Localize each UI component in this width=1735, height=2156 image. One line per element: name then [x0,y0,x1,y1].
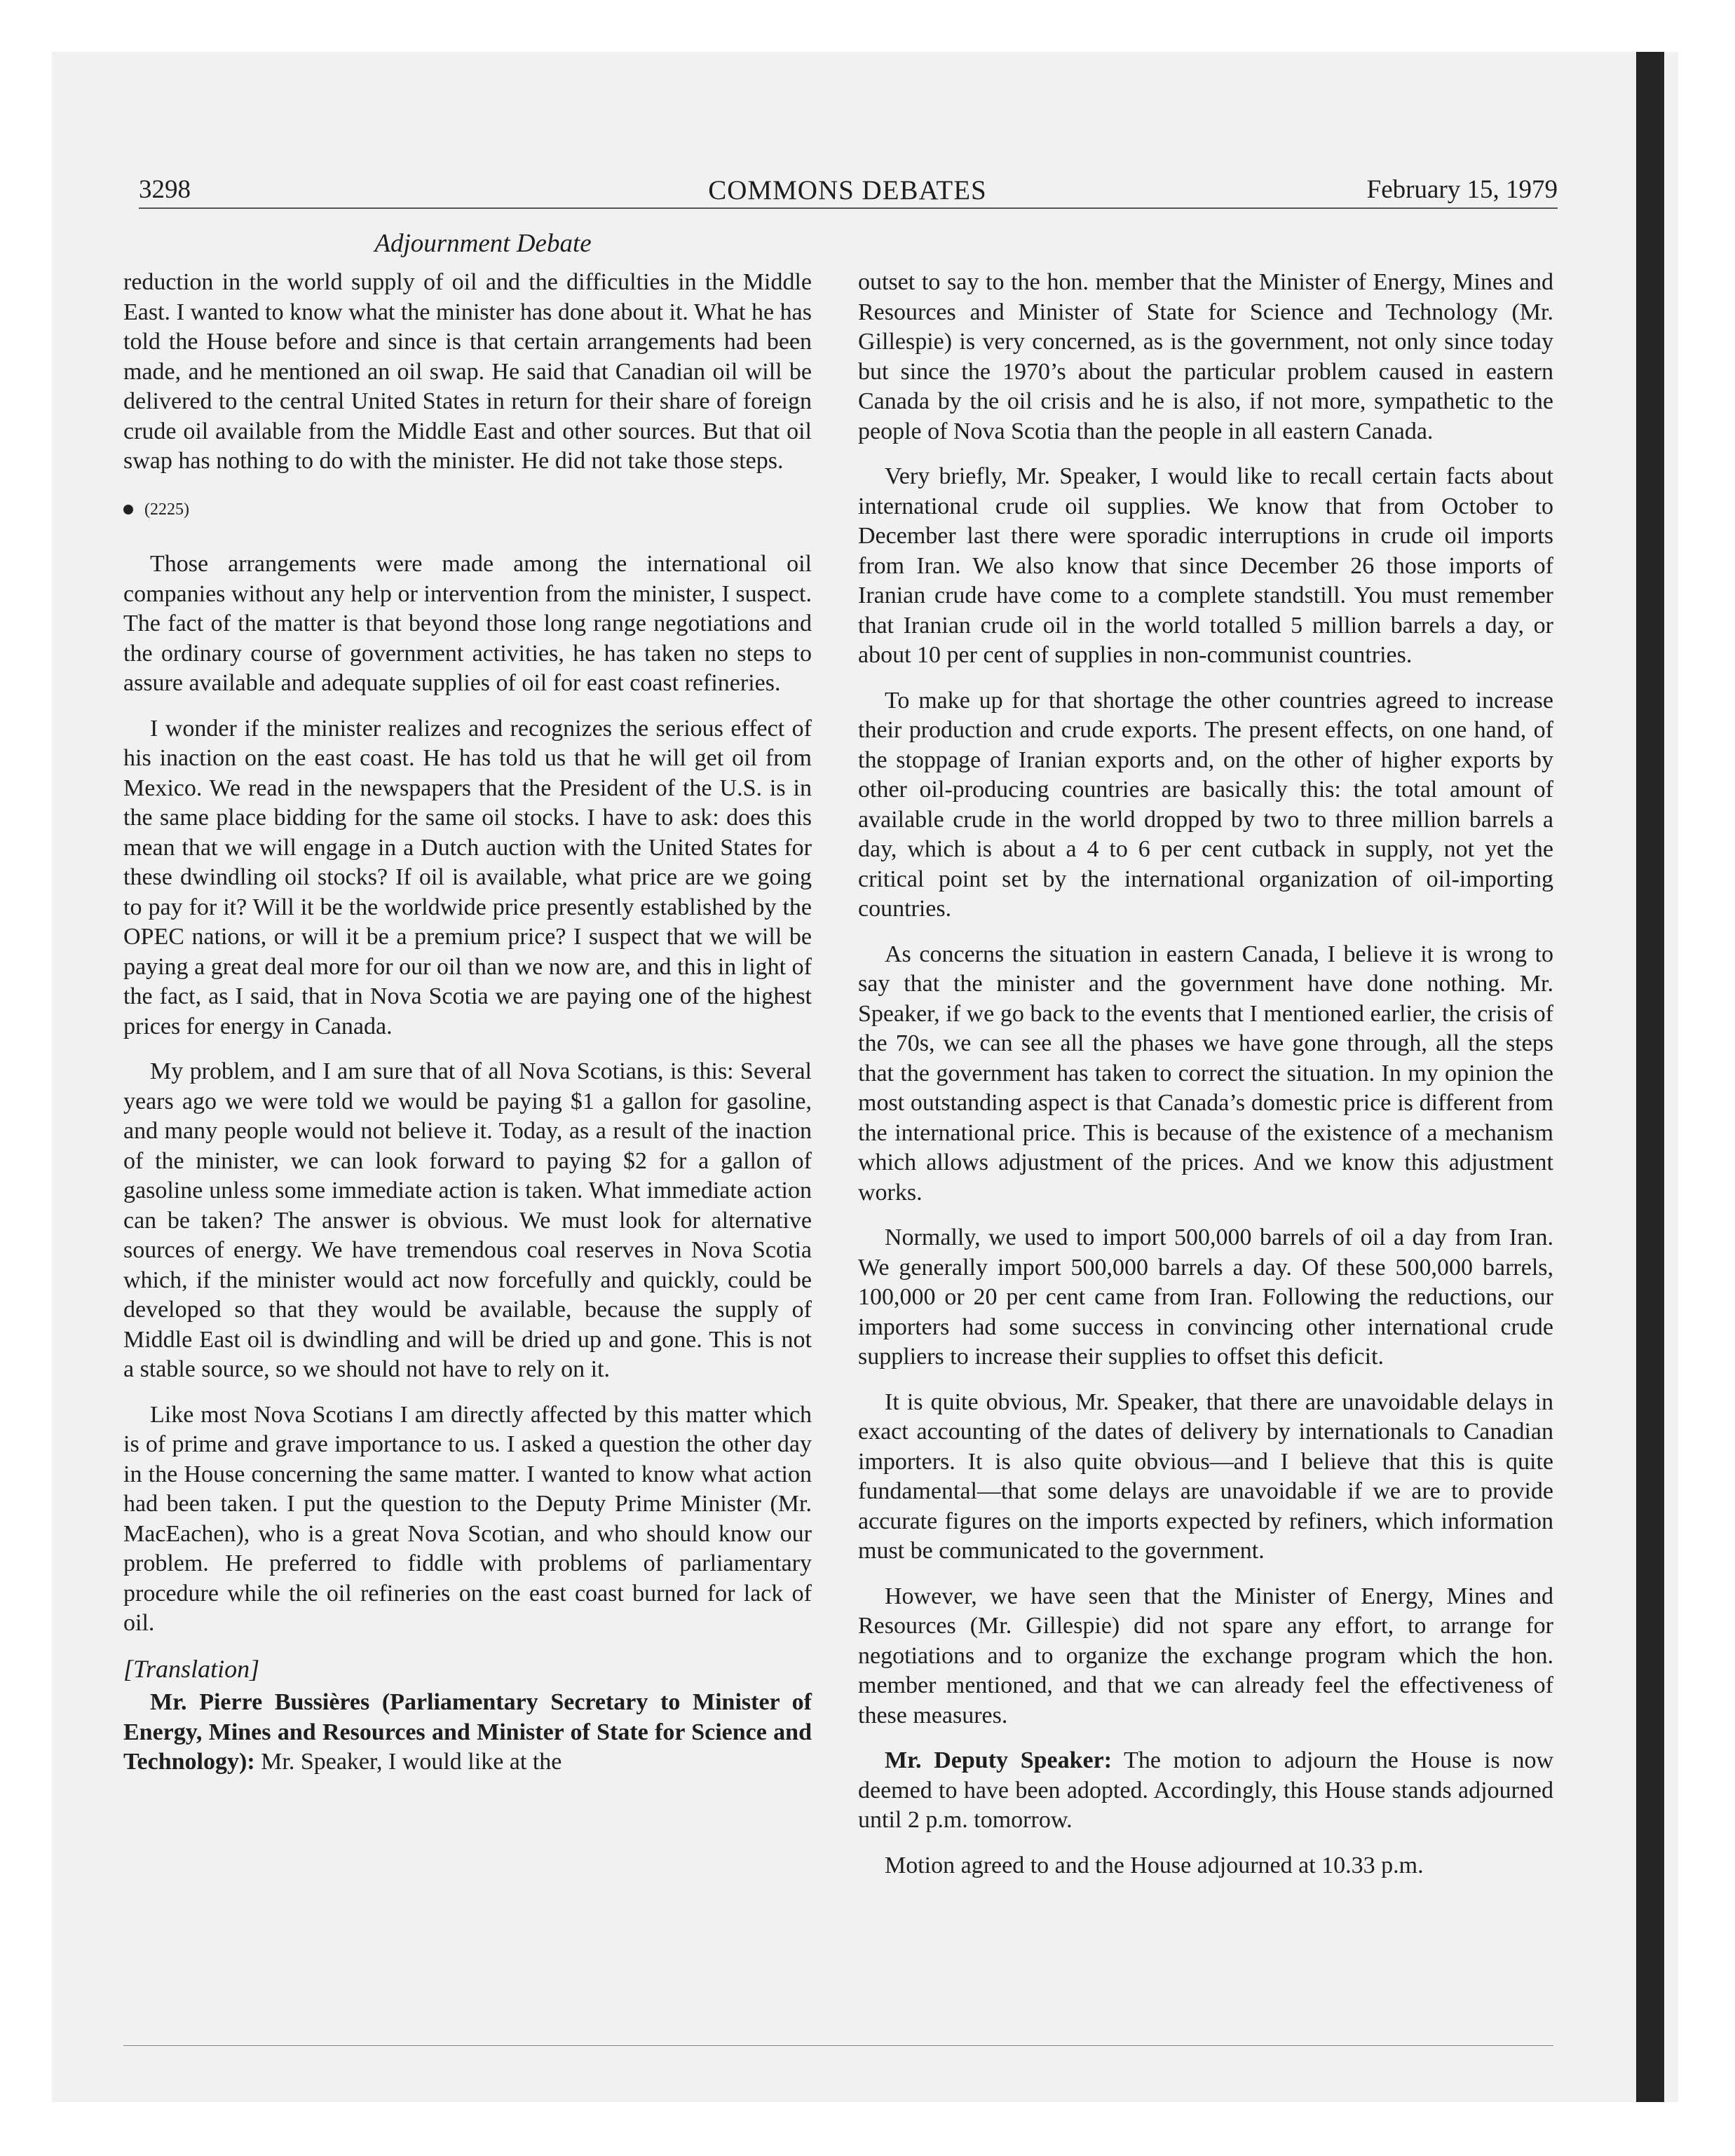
paragraph: Very briefly, Mr. Speaker, I would like to recall certain facts about international crude oil supplies. We know that from October to December last there were sporadic interruptions in crude oil imports from Iran. We also know that since December 26 those imports of Iranian crude have come to a complete standstill. You must remember that Iranian crude oil in the world totalled 5 million barrels a day, or about 10 per cent of supplies in non-communist countries. [858,463,1553,668]
paragraph: outset to say to the hon. member that the Minister of Energy, Mines and Resources and Minister of State for Science and Technology (Mr. Gillespie) is very concerned, as is the government, not only since today but since the 1970’s about the particular problem caused in eastern Canada by the oil crisis and he is also, if not more, sympathetic to the people of Nova Scotia than the people in all eastern Canada. [858,269,1553,444]
paragraph: To make up for that shortage the other countries agreed to increase their production and crude exports. The present effects, on one hand, of the stoppage of Iranian exports and, on the other of higher exports by other oil-producing countries are basically this: the total amount of available crude in the world dropped by two to three million barrels a day, which is about a 4 to 6 per cent cutback in supply, not yet the critical point set by the international organization of oil-importing countries. [858,687,1553,922]
paragraph: Motion agreed to and the House adjourned at 10.33 p.m. [885,1852,1424,1878]
paragraph: Normally, we used to import 500,000 barrels of oil a day from Iran. We generally import 500,000 barrels a day. Of these 500,000 barrels, 100,000 or 20 per cent came from Iran. Following the reductions, our importers had some success in convincing other international crude suppliers to increase their supplies to offset this deficit. [858,1224,1553,1370]
footer-rule [123,2045,1553,2046]
speaker-name: Mr. Deputy Speaker: [885,1747,1113,1773]
paragraph: My problem, and I am sure that of all Nova Scotians, is this: Several years ago we were told we would be paying $1 a gallon for gasoline, and many people would not believe it. Today, as a result of the inaction of the minister, we can look forward to paying $2 for a gallon of gasoline unless some immediate action is taken. What immediate action can be taken? The answer is obvious. We must look for alternative sources of energy. We have tremendous coal reserves in Nova Scotia which, if the minister would act now forcefully and quickly, could be developed so that they would be available, because the supply of Middle East oil is dwindling and will be dried up and gone. This is not a stable source, so we should not have to rely on it. [123,1058,812,1382]
speaker-name: Mr. Pierre Bussières (Parliamentary Secretary to Minister of Energy, Mines and Resources and Minister of State for Science and Technology): [123,1689,812,1775]
time-marker [123,495,812,525]
paragraph: Like most Nova Scotians I am directly affected by this matter which is of prime and grave importance to us. I asked a question the other day in the House concerning the same matter. I wanted to know what action had been taken. I put the question to the Deputy Prime Minister (Mr. MacEachen), who is a great Nova Scotian, and who should know our problem. He preferred to fiddle with problems of parliamentary procedure while the oil refineries on the east coast burned for lack of oil. [123,1401,812,1636]
right-column [858,268,1553,1896]
bullet-icon [123,505,133,514]
scan-edge-bar [1636,52,1664,2102]
publication-date: February 15, 1979 [1366,175,1558,204]
speaker-paragraph [123,1688,812,1778]
translation-label: Translation [133,1654,250,1683]
paragraph: However, we have seen that the Minister of Energy, Mines and Resources (Mr. Gillespie) did not spare any effort, to arrange for negotiations and to organize the exchange program which the hon. member mentioned, and that we can already feel the effectiveness of these measures. [858,1583,1553,1728]
paragraph: As concerns the situation in eastern Canada, I believe it is wrong to say that the minister and the government have done nothing. Mr. Speaker, if we go back to the events that I mentioned earlier, the crisis of the 70s, we can see all the phases we have gone through, all the steps that the government has taken to correct the situation. In my opinion the most outstanding aspect is that Canada’s domestic price is different from the international price. This is because of the existence of a mechanism which allows adjustment of the prices. And we know this adjustment works. [858,941,1553,1206]
speaker-text: The motion to adjourn the House is now deemed to have been adopted. Accordingly, this House stands adjourned until 2 p.m. tomorrow. [858,1747,1554,1833]
page-number: 3298 [139,175,191,204]
paragraph: Those arrangements were made among the international oil companies without any help or intervention from the minister, I suspect. The fact of the matter is that beyond those long range negotiations and the ordinary course of government activities, he has taken no steps to assure available and adequate supplies of oil for east coast refineries. [123,551,812,696]
header-rule [139,207,1558,209]
translation-note: [Translation] [123,1654,260,1683]
section-title: Adjournment Debate [374,229,592,258]
left-column [123,268,812,1793]
speaker-text: Mr. Speaker, I would like at the [261,1749,562,1775]
paragraph: It is quite obvious, Mr. Speaker, that there are unavoidable delays in exact accounting of the dates of delivery by internationals to Canadian importers. It is also quite obvious—and I believe that this is quite fundamental—that some delays are unavoidable if we are to provide accurate figures on the imports expected by refiners, which information must be communicated to the government. [858,1389,1553,1564]
speaker-paragraph [858,1746,1553,1836]
publication-title: COMMONS DEBATES [708,175,987,205]
paragraph: I wonder if the minister realizes and recognizes the serious effect of his inaction on the east coast. He has told us that he will get oil from Mexico. We read in the newspapers that the President of the U.S. is in the same place bidding for the same oil stocks. I have to ask: does this mean that we will engage in a Dutch auction with the United States for these dwindling oil stocks? If oil is available, what price are we going to pay for it? Will it be the worldwide price presently established by the OPEC nations, or will it be a premium price? I suspect that we will be paying a great deal more for our oil than we now are, and this in light of the fact, as I said, that in Nova Scotia we are paying one of the highest prices for energy in Canada. [123,715,812,1039]
time-marker-label: (2225) [144,500,189,519]
paragraph: reduction in the world supply of oil and the difficulties in the Middle East. I wanted to know what the minister has done about it. What he has told the House before and since is that certain arrangements had been made, and he mentioned an oil swap. He said that Canadian oil will be delivered to the central United States in return for their share of foreign crude oil available from the Middle East and other sources. But that oil swap has nothing to do with the minister. He did not take those steps. [123,269,812,474]
